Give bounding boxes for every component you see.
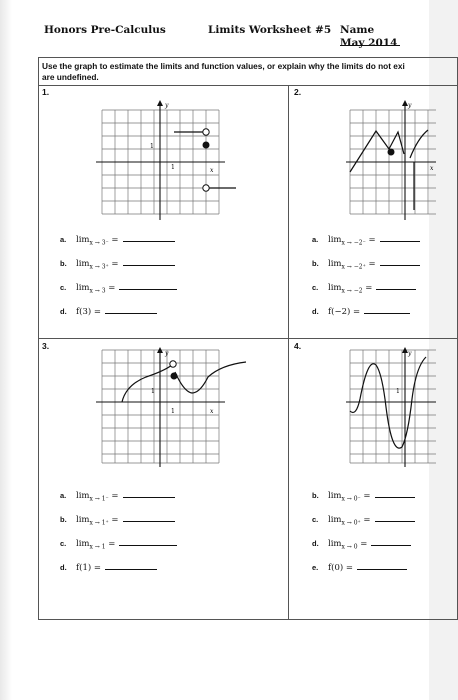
p1-answer-c[interactable] [119,282,177,290]
p3-answer-c[interactable] [119,538,177,546]
p1-answer-b[interactable] [123,258,175,266]
p1-question-d: d. f(3) = [60,306,157,317]
p3-answer-d[interactable] [105,562,157,570]
p1-question-c: c. $\lim_{x \to 3}$ = [60,282,177,295]
problem-2-number: 2. [294,87,302,97]
p2-answer-a[interactable] [380,234,420,242]
grid-divider-vertical [288,85,289,620]
instructions-line-1: Use the graph to estimate the limits and function values, or explain why the limits do not exi [42,61,405,71]
p4-question-b: b. $\lim_{x \to 0^-}$ = [312,490,415,503]
page-edge-shadow [0,0,12,700]
p4-answer-e[interactable] [357,562,407,570]
date-label: May 2014 [340,37,398,49]
graph-4-y-label: y [408,350,412,357]
graph-1-x-label: x [210,167,214,174]
p3-answer-a[interactable] [123,490,175,498]
graph-3 [96,347,266,467]
problem-3-number: 3. [42,341,50,351]
p2-question-d: d. f(−2) = [312,306,410,317]
p4-question-d: d. $\lim_{x \to 0}$ = [312,538,411,551]
p3-question-d: d. f(1) = [60,562,157,573]
problem-4-number: 4. [294,341,302,351]
graph-2-x-label: x [430,165,434,172]
instructions [42,61,442,83]
graph-3-y-label: y [165,350,169,357]
p2-answer-d[interactable] [364,306,410,314]
graph-1 [96,98,246,218]
p4-answer-d[interactable] [371,538,411,546]
p2-question-c: c. $\lim_{x \to -2}$ = [312,282,416,295]
worksheet-title: Limits Worksheet #5 [208,24,332,36]
p1-question-b: b. $\lim_{x \to 3^+}$ = [60,258,175,271]
p3-answer-b[interactable] [123,514,175,522]
graph-2 [346,98,436,218]
p1-answer-a[interactable] [123,234,175,242]
graph-1-y-one: 1 [150,143,154,150]
graph-3-y-one: 1 [151,388,155,395]
p3-question-b: b. $\lim_{x \to 1^+}$ = [60,514,175,527]
graph-4 [346,347,436,467]
grid-divider-top [38,85,458,86]
p2-answer-c[interactable] [376,282,416,290]
p3-question-a: a. $\lim_{x \to 1^-}$ = [60,490,175,503]
p4-question-e: e. f(0) = [312,562,407,573]
p4-answer-b[interactable] [375,490,415,498]
p3-question-c: c. $\lim_{x \to 1}$ = [60,538,177,551]
graph-4-y-one: 1 [396,388,400,395]
p1-question-a: a. $\lim_{x \to 3^-}$ = [60,234,175,247]
course-title: Honors Pre-Calculus [44,24,166,36]
p2-question-a: a. $\lim_{x \to -2^-}$ = [312,234,420,247]
graph-1-y-label: y [165,102,169,109]
p2-answer-b[interactable] [380,258,420,266]
graph-3-x-one: 1 [171,408,175,415]
p1-answer-d[interactable] [105,306,157,314]
graph-1-x-one: 1 [171,164,175,171]
p4-question-c: c. $\lim_{x \to 0^+}$ = [312,514,415,527]
problem-1-number: 1. [42,87,50,97]
grid-divider-middle [38,338,458,339]
p2-question-b: b. $\lim_{x \to -2^+}$ = [312,258,420,271]
graph-2-y-label: y [408,102,412,109]
instructions-line-2: are undefined. [42,72,99,82]
graph-3-x-label: x [210,408,214,415]
name-label: Name [340,24,375,36]
p4-answer-c[interactable] [375,514,415,522]
